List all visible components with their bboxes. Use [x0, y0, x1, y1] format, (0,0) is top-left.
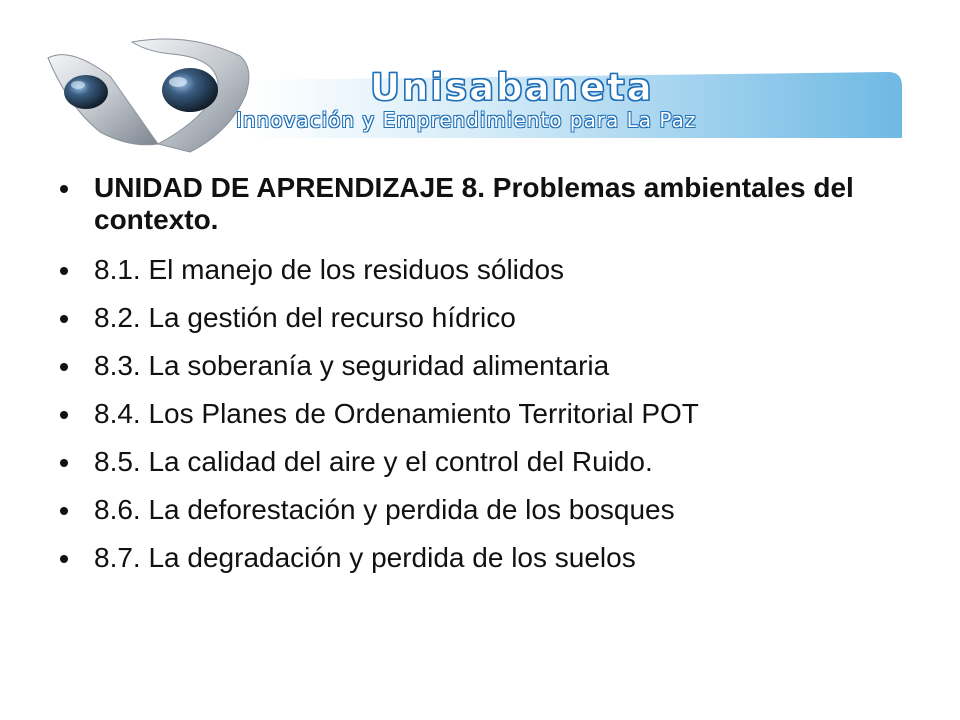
list-item — [60, 542, 920, 574]
list-item-text: 8.7. La degradación y perdida de los suelos — [94, 542, 636, 573]
list-item — [60, 494, 920, 526]
logo-wordmark: Unisabaneta — [370, 66, 654, 109]
slide-content — [60, 172, 920, 590]
bullet-icon — [60, 411, 68, 419]
bullet-icon — [60, 267, 68, 275]
list-item — [60, 446, 920, 478]
bullet-icon — [60, 315, 68, 323]
unisabaneta-logo — [40, 36, 920, 156]
list-item-text: 8.3. La soberanía y seguridad alimentaria — [94, 350, 610, 381]
bullet-list — [60, 172, 920, 574]
list-item-text: 8.4. Los Planes de Ordenamiento Territorial POT — [94, 398, 699, 429]
unit-heading — [60, 172, 920, 236]
logo-slogan: Innovación y Emprendimiento para La Paz — [236, 108, 697, 132]
list-item-text: 8.2. La gestión del recurso hídrico — [94, 302, 516, 333]
list-item-text: 8.6. La deforestación y perdida de los bosques — [94, 494, 675, 525]
unit-heading-text: UNIDAD DE APRENDIZAJE 8. Problemas ambientales del contexto. — [94, 172, 854, 235]
list-item-text: 8.1. El manejo de los residuos sólidos — [94, 254, 565, 285]
bullet-icon — [60, 363, 68, 371]
emblem-icon — [40, 36, 255, 156]
bullet-icon — [60, 555, 68, 563]
list-item — [60, 302, 920, 334]
bullet-icon — [60, 459, 68, 467]
list-item-text: 8.5. La calidad del aire y el control del Ruido. — [94, 446, 653, 477]
bullet-icon — [60, 507, 68, 515]
bullet-icon — [60, 185, 68, 193]
list-item — [60, 254, 920, 286]
list-item — [60, 350, 920, 382]
list-item — [60, 398, 920, 430]
